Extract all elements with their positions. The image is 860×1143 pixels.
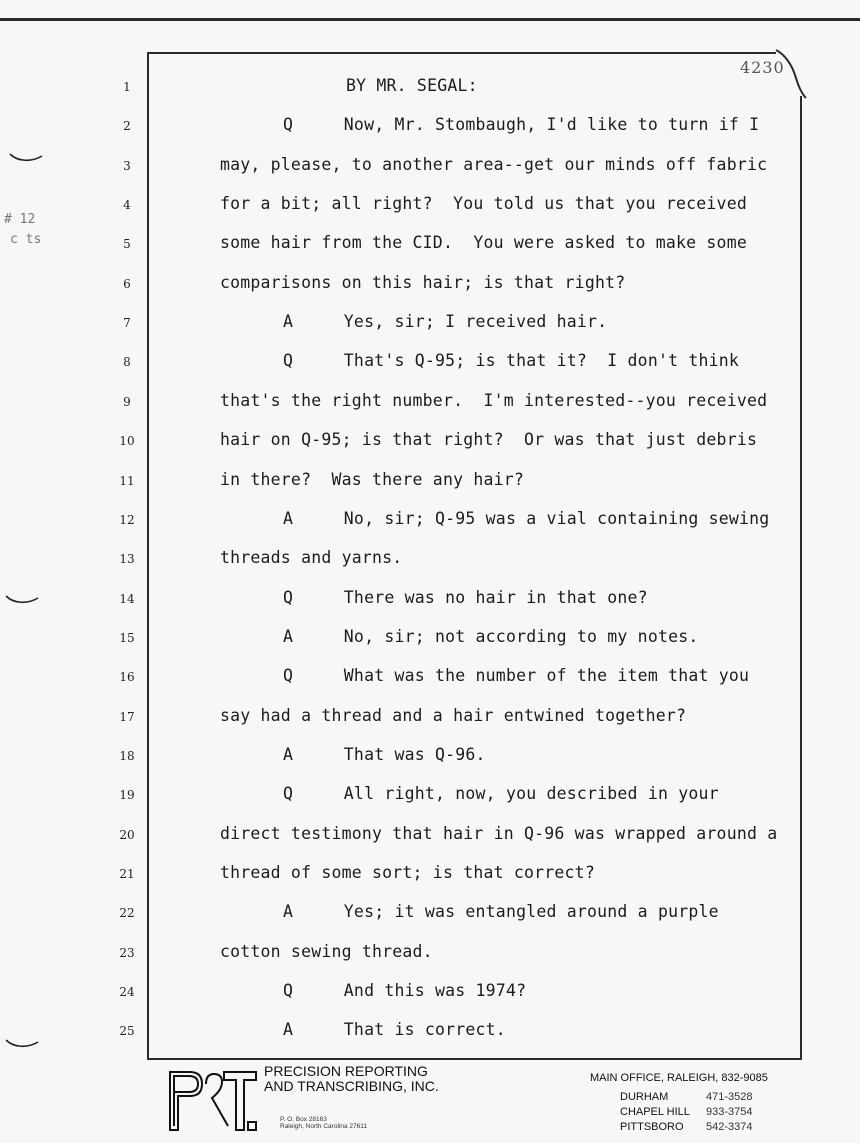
transcript-line: A No, sir; Q-95 was a vial containing sewing xyxy=(283,508,770,528)
line-number: 13 xyxy=(119,552,135,567)
transcript-line: comparisons on this hair; is that right? xyxy=(220,272,626,292)
transcript-line: A That is correct. xyxy=(283,1020,506,1040)
office-city: DURHAM xyxy=(620,1091,669,1103)
line-number: 1 xyxy=(123,80,131,94)
office-city: CHAPEL HILL xyxy=(620,1106,690,1118)
top-rule xyxy=(0,18,860,21)
line-number: 9 xyxy=(123,394,131,409)
line-number: 6 xyxy=(123,276,131,291)
transcript-line: Q All right, now, you described in your xyxy=(283,784,719,804)
transcript-line: A Yes; it was entangled around a purple xyxy=(283,902,719,922)
address-line1: P. O. Box 28163 xyxy=(280,1116,327,1123)
line-number: 12 xyxy=(119,512,135,527)
line-number: 18 xyxy=(119,748,135,763)
transcript-line: for a bit; all right? You told us that you received xyxy=(220,194,747,214)
line-number: 3 xyxy=(123,158,131,173)
margin-mark: c ts xyxy=(10,232,42,247)
transcript-line: A That was Q-96. xyxy=(283,744,486,764)
address-line2: Raleigh, North Carolina 27611 xyxy=(280,1123,367,1130)
line-number: 5 xyxy=(123,237,131,252)
transcript-line: A Yes, sir; I received hair. xyxy=(283,312,608,332)
transcript-line: Q What was the number of the item that you xyxy=(283,666,750,686)
main-office: MAIN OFFICE, RALEIGH, 832-9085 xyxy=(590,1072,768,1084)
firm-name-line1: PRECISION REPORTING xyxy=(264,1063,428,1079)
line-number: 10 xyxy=(119,434,135,449)
transcript-line: say had a thread and a hair entwined together? xyxy=(220,705,687,725)
transcript-line: threads and yarns. xyxy=(220,548,403,568)
transcript-line: thread of some sort; is that correct? xyxy=(220,863,595,882)
line-number: 25 xyxy=(119,1024,135,1039)
transcript-line: Q And this was 1974? xyxy=(283,981,527,1001)
line-number: 19 xyxy=(119,788,135,803)
transcript-line: Q That's Q-95; is that it? I don't think xyxy=(283,351,740,371)
line-number: 21 xyxy=(119,867,135,881)
firm-name-line2: AND TRANSCRIBING, INC. xyxy=(264,1078,439,1094)
line-number: 7 xyxy=(123,316,131,331)
office-phone: 542-3374 xyxy=(706,1121,753,1133)
line-number: 17 xyxy=(119,709,135,724)
transcript-line: in there? Was there any hair? xyxy=(220,469,525,489)
margin-tick-icon xyxy=(8,150,44,166)
margin-tick-icon xyxy=(4,1036,40,1052)
logo xyxy=(166,1064,258,1134)
transcript-line: that's the right number. I'm interested--you received xyxy=(220,390,768,410)
transcript-line: some hair from the CID. You were asked to make some xyxy=(220,233,747,253)
transcript-line: direct testimony that hair in Q-96 was wrapped around a xyxy=(220,823,778,843)
transcript-line: hair on Q-95; is that right? Or was that just debris xyxy=(220,430,758,450)
transcript-line: Q There was no hair in that one? xyxy=(283,587,648,607)
margin-tick-icon xyxy=(4,592,40,608)
office-phone: 933-3754 xyxy=(706,1106,753,1118)
line-number: 24 xyxy=(119,985,135,1000)
line-number: 4 xyxy=(123,198,131,213)
firm-address xyxy=(280,1116,367,1130)
line-number: 16 xyxy=(119,670,135,685)
transcript-line: A No, sir; not according to my notes. xyxy=(283,626,699,646)
line-number: 15 xyxy=(119,630,135,645)
line-number: 11 xyxy=(119,473,135,488)
line-number: 20 xyxy=(119,827,135,842)
firm-name xyxy=(264,1064,439,1094)
transcript-line: Q Now, Mr. Stombaugh, I'd like to turn if I xyxy=(283,115,760,135)
line-number: 14 xyxy=(119,591,135,606)
line-number: 22 xyxy=(119,906,135,921)
transcript-line: cotton sewing thread. xyxy=(220,941,433,961)
bates-number: 4230 xyxy=(740,58,785,77)
margin-mark: # 12 xyxy=(4,212,36,227)
pt-logo-icon xyxy=(166,1064,258,1134)
line-number: 8 xyxy=(123,355,131,370)
office-city: PITTSBORO xyxy=(620,1121,684,1133)
line-number: 2 xyxy=(123,119,131,134)
transcript-line: BY MR. SEGAL: xyxy=(346,76,478,95)
office-phone: 471-3528 xyxy=(706,1091,753,1103)
line-number: 23 xyxy=(119,945,135,960)
transcript-line: may, please, to another area--get our minds off fabric xyxy=(220,154,768,174)
